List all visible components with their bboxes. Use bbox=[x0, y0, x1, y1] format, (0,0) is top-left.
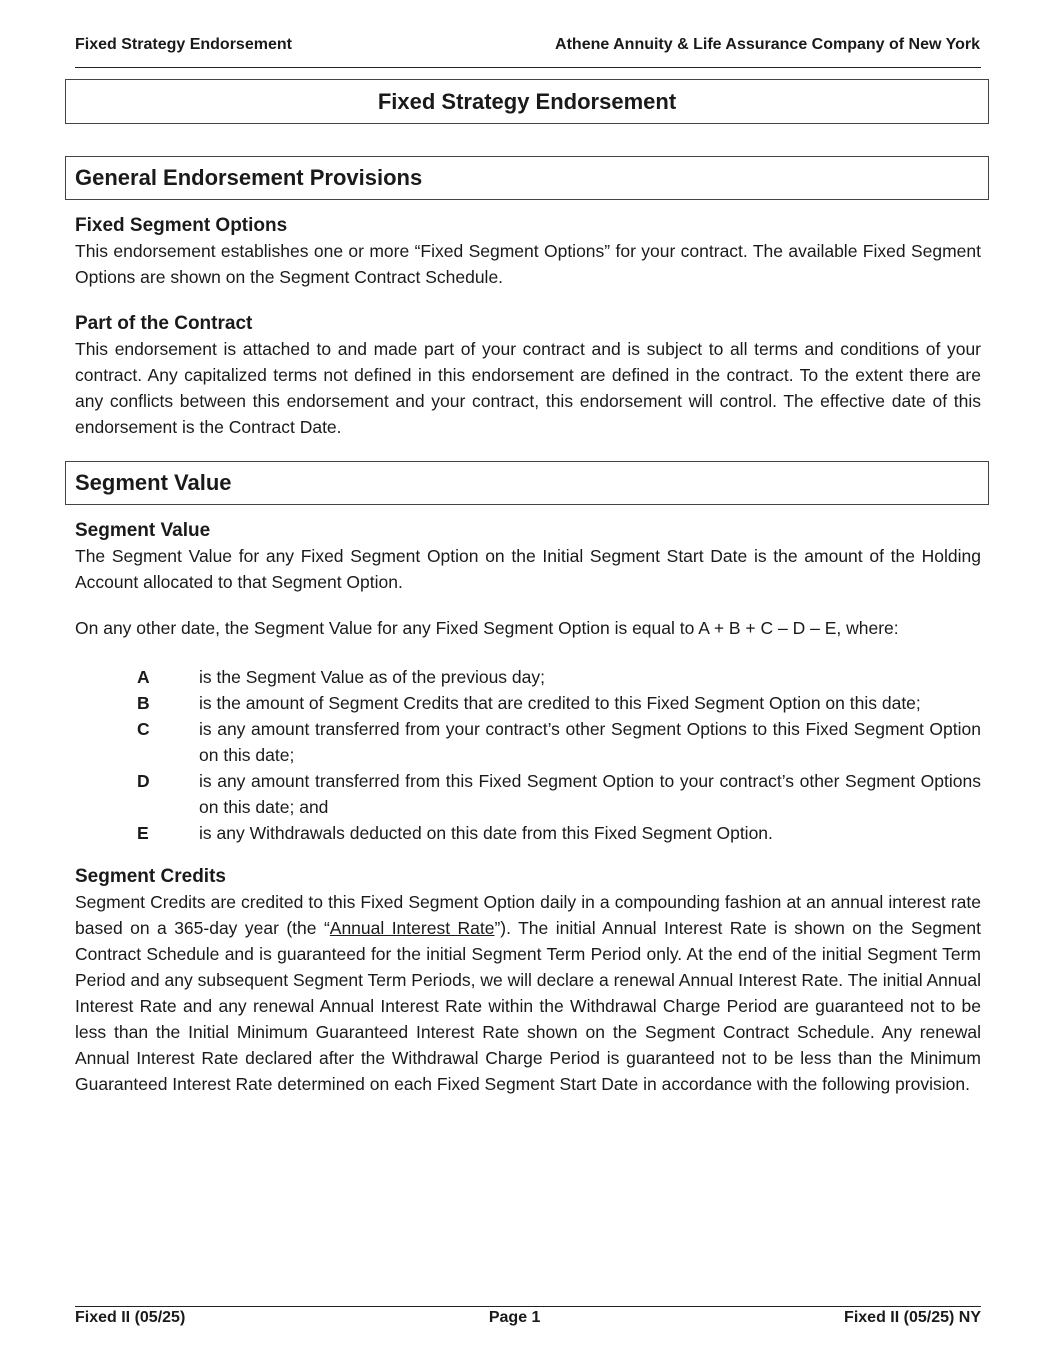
segment-credits-body-pre: Segment Credits are credited to this Fixed Segment Option daily in a compounding fashion at an annual interest rate based on a 365-day year (the “ bbox=[75, 892, 981, 938]
segment-value-block bbox=[75, 519, 981, 641]
formula-variable-row bbox=[75, 768, 981, 820]
variable-letter: A bbox=[137, 667, 150, 687]
variable-letter: E bbox=[137, 823, 149, 843]
formula-variable-row bbox=[75, 820, 981, 846]
formula-variable-list bbox=[75, 664, 981, 846]
formula-variable-row bbox=[75, 716, 981, 768]
header-right: Athene Annuity & Life Assurance Company of New York bbox=[555, 36, 980, 53]
annual-interest-rate-term: Annual Interest Rate bbox=[329, 918, 495, 938]
part-of-contract-heading: Part of the Contract bbox=[75, 313, 253, 334]
variable-letter: B bbox=[137, 693, 150, 713]
variable-letter: C bbox=[137, 719, 150, 739]
variable-description: is any Withdrawals deducted on this date from this Fixed Segment Option. bbox=[199, 823, 773, 843]
fixed-segment-options-body: This endorsement establishes one or more “Fixed Segment Options” for your contract. The available Fixed Segment Options are shown on the Segment Contract Schedule. bbox=[75, 241, 981, 287]
section-heading-general: General Endorsement Provisions bbox=[65, 156, 989, 200]
part-of-contract-body: This endorsement is attached to and made part of your contract and is subject to all terms and conditions of your contract. Any capitalized terms not defined in this endorsement are defined in the contract. To the extent there are any conflicts between this endorsement and your contract, this endorsement will control. The effective date of this endorsement is the Contract Date. bbox=[75, 339, 981, 437]
document-title: Fixed Strategy Endorsement bbox=[65, 79, 989, 124]
part-of-contract-block bbox=[75, 312, 981, 440]
formula-variable-row bbox=[75, 664, 981, 690]
variable-description: is the Segment Value as of the previous day; bbox=[199, 667, 545, 687]
footer-rule bbox=[75, 1306, 981, 1307]
footer-left: Fixed II (05/25) bbox=[75, 1309, 186, 1326]
page-number: Page 1 bbox=[488, 1309, 541, 1326]
footer-right: Fixed II (05/25) NY bbox=[844, 1309, 981, 1326]
header-left: Fixed Strategy Endorsement bbox=[75, 36, 292, 53]
fixed-segment-options-block bbox=[75, 214, 981, 290]
variable-letter: D bbox=[137, 771, 150, 791]
variable-description: is any amount transferred from this Fixed Segment Option to your contract’s other Segment Options on this date; and bbox=[199, 771, 981, 817]
page-header bbox=[75, 36, 980, 54]
segment-credits-body bbox=[75, 889, 981, 1097]
page-footer bbox=[75, 1309, 981, 1327]
section-heading-segment-value: Segment Value bbox=[65, 461, 989, 505]
segment-credits-block bbox=[75, 865, 981, 1097]
segment-credits-heading: Segment Credits bbox=[75, 866, 226, 887]
header-rule bbox=[75, 67, 981, 68]
segment-value-subheading: Segment Value bbox=[75, 520, 211, 541]
segment-credits-body-post: ”). The initial Annual Interest Rate is shown on the Segment Contract Schedule and is guaranteed for the initial Segment Term Period only. At the end of the initial Segment Term Period and any subsequent Segment Term Periods, we will declare a renewal Annual Interest Rate. The initial Annual Interest Rate and any renewal Annual Interest Rate within the Withdrawal Charge Period are guaranteed not to be less than the Initial Minimum Guaranteed Interest Rate shown on the Segment Contract Schedule. Any renewal Annual Interest Rate declared after the Withdrawal Charge Period is guaranteed not to be less than the Minimum Guaranteed Interest Rate determined on each Fixed Segment Start Date in accordance with the following provision. bbox=[75, 918, 982, 1094]
formula-variable-row bbox=[75, 690, 981, 716]
segment-value-body-1: The Segment Value for any Fixed Segment Option on the Initial Segment Start Date is the amount of the Holding Account allocated to that Segment Option. bbox=[75, 546, 981, 592]
variable-description: is any amount transferred from your contract’s other Segment Options to this Fixed Segment Option on this date; bbox=[199, 719, 981, 765]
fixed-segment-options-heading: Fixed Segment Options bbox=[75, 215, 288, 236]
variable-description: is the amount of Segment Credits that are credited to this Fixed Segment Option on this date; bbox=[199, 693, 921, 713]
segment-value-body-2: On any other date, the Segment Value for any Fixed Segment Option is equal to A + B + C – D – E, where: bbox=[75, 618, 899, 638]
